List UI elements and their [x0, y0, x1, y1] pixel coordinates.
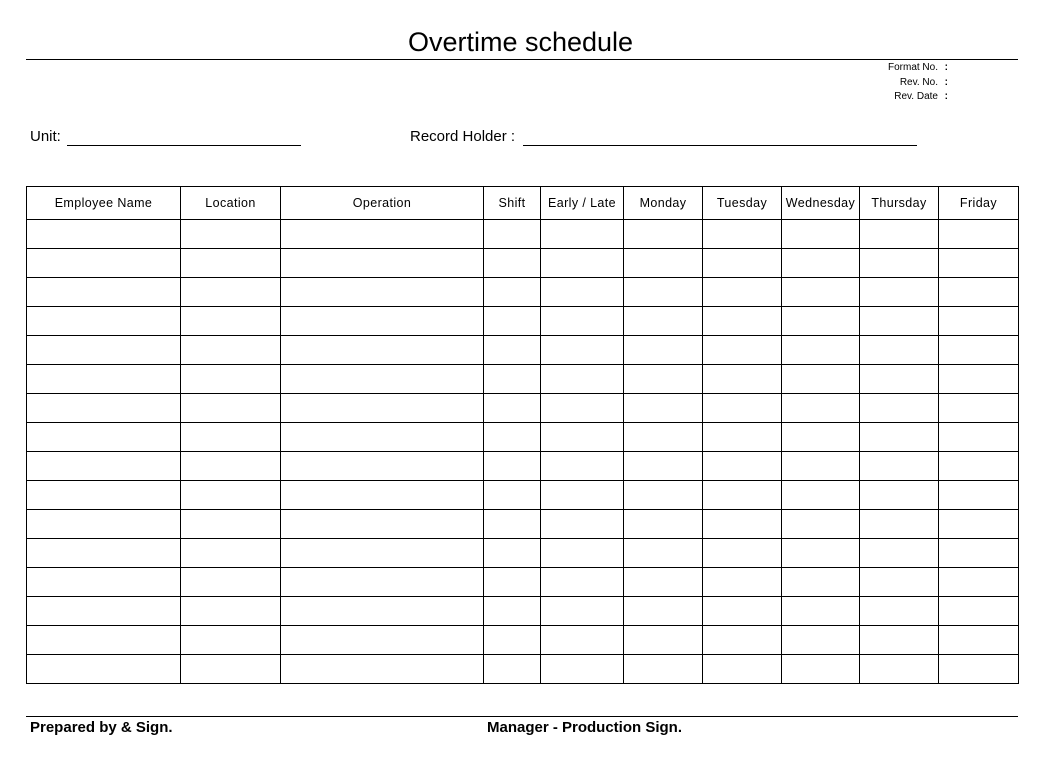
table-cell[interactable]: [281, 278, 484, 307]
table-cell[interactable]: [624, 539, 703, 568]
table-cell[interactable]: [860, 626, 939, 655]
table-cell[interactable]: [27, 278, 181, 307]
table-cell[interactable]: [181, 626, 281, 655]
rev-no-colon: :: [944, 76, 948, 88]
table-cell[interactable]: [27, 249, 181, 278]
table-cell[interactable]: [939, 655, 1019, 684]
table-row: [27, 452, 1019, 481]
table-cell[interactable]: [782, 655, 860, 684]
table-cell[interactable]: [860, 307, 939, 336]
table-cell[interactable]: [27, 597, 181, 626]
table-cell[interactable]: [860, 278, 939, 307]
header-shift: Shift: [484, 187, 541, 220]
table-cell[interactable]: [541, 626, 624, 655]
table-cell[interactable]: [181, 452, 281, 481]
table-cell[interactable]: [860, 249, 939, 278]
table-cell[interactable]: [782, 220, 860, 249]
table-cell[interactable]: [281, 510, 484, 539]
header-location: Location: [181, 187, 281, 220]
table-cell[interactable]: [703, 307, 782, 336]
table-cell[interactable]: [860, 336, 939, 365]
table-cell[interactable]: [281, 568, 484, 597]
table-body: [27, 220, 1019, 684]
rev-date-label: Rev. Date: [894, 91, 938, 102]
table-row: [27, 307, 1019, 336]
header-employee-name: Employee Name: [27, 187, 181, 220]
overtime-table: [26, 186, 1019, 684]
table-cell[interactable]: [782, 626, 860, 655]
table-cell[interactable]: [703, 568, 782, 597]
table-cell[interactable]: [541, 249, 624, 278]
table-cell[interactable]: [484, 539, 541, 568]
table-cell[interactable]: [703, 394, 782, 423]
unit-label: Unit:: [30, 128, 61, 145]
manager-sign-label: Manager - Production Sign.: [487, 719, 683, 736]
table-cell[interactable]: [624, 365, 703, 394]
table-cell[interactable]: [181, 365, 281, 394]
header-early-late: Early / Late: [541, 187, 624, 220]
table-cell[interactable]: [624, 655, 703, 684]
table-cell[interactable]: [703, 655, 782, 684]
table-cell[interactable]: [624, 568, 703, 597]
table-cell[interactable]: [541, 655, 624, 684]
table-cell[interactable]: [703, 539, 782, 568]
table-cell[interactable]: [181, 539, 281, 568]
table-row: [27, 568, 1019, 597]
table-row: [27, 510, 1019, 539]
table-cell[interactable]: [281, 539, 484, 568]
table-cell[interactable]: [860, 220, 939, 249]
table-cell[interactable]: [624, 394, 703, 423]
table-cell[interactable]: [181, 278, 281, 307]
table-cell[interactable]: [624, 307, 703, 336]
table-row: [27, 365, 1019, 394]
table-cell[interactable]: [703, 626, 782, 655]
format-info-block: [800, 61, 948, 105]
table-cell[interactable]: [703, 278, 782, 307]
table-cell[interactable]: [281, 655, 484, 684]
unit-input-line[interactable]: [67, 145, 301, 146]
table-cell[interactable]: [181, 423, 281, 452]
table-cell[interactable]: [782, 278, 860, 307]
table-cell[interactable]: [939, 365, 1019, 394]
table-row: [27, 423, 1019, 452]
table-cell[interactable]: [541, 597, 624, 626]
title-divider: [26, 59, 1018, 60]
table-cell[interactable]: [181, 655, 281, 684]
table-cell[interactable]: [860, 597, 939, 626]
table-cell[interactable]: [27, 394, 181, 423]
table-cell[interactable]: [782, 510, 860, 539]
table-cell[interactable]: [782, 423, 860, 452]
table-cell[interactable]: [27, 220, 181, 249]
table-cell[interactable]: [281, 220, 484, 249]
record-holder-label: Record Holder :: [410, 128, 516, 145]
table-cell[interactable]: [624, 220, 703, 249]
table-cell[interactable]: [703, 220, 782, 249]
table-cell[interactable]: [939, 278, 1019, 307]
table-cell[interactable]: [860, 481, 939, 510]
table-row: [27, 394, 1019, 423]
table-cell[interactable]: [782, 597, 860, 626]
table-cell[interactable]: [484, 365, 541, 394]
table-cell[interactable]: [181, 597, 281, 626]
table-cell[interactable]: [782, 249, 860, 278]
table-cell[interactable]: [281, 626, 484, 655]
table-cell[interactable]: [281, 394, 484, 423]
table-cell[interactable]: [703, 249, 782, 278]
table-cell[interactable]: [939, 423, 1019, 452]
table-cell[interactable]: [939, 626, 1019, 655]
table-cell[interactable]: [782, 336, 860, 365]
table-cell[interactable]: [181, 220, 281, 249]
table-cell[interactable]: [181, 481, 281, 510]
table-cell[interactable]: [860, 365, 939, 394]
table-cell[interactable]: [624, 249, 703, 278]
table-cell[interactable]: [624, 597, 703, 626]
table-cell[interactable]: [27, 452, 181, 481]
rev-date-colon: :: [944, 91, 948, 102]
table-row: [27, 336, 1019, 365]
table-cell[interactable]: [541, 394, 624, 423]
table-cell[interactable]: [484, 307, 541, 336]
table-cell[interactable]: [27, 655, 181, 684]
rev-no-row: [800, 76, 948, 91]
header-tuesday: Tuesday: [703, 187, 782, 220]
table-cell[interactable]: [541, 481, 624, 510]
header-wednesday: Wednesday: [782, 187, 860, 220]
table-cell[interactable]: [541, 365, 624, 394]
rev-no-label: Rev. No.: [899, 76, 938, 88]
table-cell[interactable]: [484, 220, 541, 249]
table-cell[interactable]: [541, 568, 624, 597]
table-row: [27, 249, 1019, 278]
table-cell[interactable]: [541, 278, 624, 307]
table-cell[interactable]: [703, 336, 782, 365]
record-holder-input-line[interactable]: [523, 145, 917, 146]
table-cell[interactable]: [541, 423, 624, 452]
table-cell[interactable]: [624, 423, 703, 452]
table-cell[interactable]: [484, 278, 541, 307]
table-cell[interactable]: [703, 597, 782, 626]
table-cell[interactable]: [939, 597, 1019, 626]
table-cell[interactable]: [27, 365, 181, 394]
table-cell[interactable]: [782, 307, 860, 336]
table-cell[interactable]: [782, 394, 860, 423]
table-cell[interactable]: [860, 452, 939, 481]
table-cell[interactable]: [181, 307, 281, 336]
table-row: [27, 655, 1019, 684]
document-title: Overtime schedule: [407, 27, 634, 57]
table-cell[interactable]: [624, 278, 703, 307]
table-cell[interactable]: [484, 568, 541, 597]
table-cell[interactable]: [181, 510, 281, 539]
table-cell[interactable]: [484, 394, 541, 423]
header-thursday: Thursday: [860, 187, 939, 220]
table-cell[interactable]: [27, 336, 181, 365]
table-cell[interactable]: [860, 423, 939, 452]
table-cell[interactable]: [703, 423, 782, 452]
format-no-colon: :: [944, 62, 948, 73]
table-cell[interactable]: [484, 336, 541, 365]
table-cell[interactable]: [860, 510, 939, 539]
table-cell[interactable]: [939, 249, 1019, 278]
prepared-by-label: Prepared by & Sign.: [30, 719, 173, 736]
table-cell[interactable]: [541, 336, 624, 365]
rev-date-row: [800, 90, 948, 105]
table-cell[interactable]: [782, 539, 860, 568]
table-cell[interactable]: [541, 220, 624, 249]
table-cell[interactable]: [27, 510, 181, 539]
table-cell[interactable]: [181, 249, 281, 278]
header-monday: Monday: [624, 187, 703, 220]
table-cell[interactable]: [541, 510, 624, 539]
table-cell[interactable]: [281, 452, 484, 481]
table-cell[interactable]: [27, 423, 181, 452]
table-cell[interactable]: [782, 568, 860, 597]
table-cell[interactable]: [939, 220, 1019, 249]
table-row: [27, 626, 1019, 655]
table-cell[interactable]: [624, 452, 703, 481]
table-cell[interactable]: [624, 336, 703, 365]
table-cell[interactable]: [181, 336, 281, 365]
table-cell[interactable]: [281, 307, 484, 336]
table-cell[interactable]: [281, 249, 484, 278]
header-operation: Operation: [281, 187, 484, 220]
table-cell[interactable]: [624, 626, 703, 655]
table-cell[interactable]: [541, 452, 624, 481]
table-cell[interactable]: [281, 597, 484, 626]
table-cell[interactable]: [281, 365, 484, 394]
table-cell[interactable]: [782, 365, 860, 394]
footer-divider: [26, 716, 1018, 717]
table-cell[interactable]: [181, 568, 281, 597]
table-cell[interactable]: [624, 510, 703, 539]
table-row: [27, 597, 1019, 626]
table-cell[interactable]: [281, 481, 484, 510]
table-cell[interactable]: [939, 394, 1019, 423]
table-cell[interactable]: [484, 655, 541, 684]
table-cell[interactable]: [484, 481, 541, 510]
table-cell[interactable]: [860, 539, 939, 568]
table-cell[interactable]: [703, 510, 782, 539]
table-cell[interactable]: [939, 510, 1019, 539]
table-cell[interactable]: [939, 336, 1019, 365]
table-header-row: [27, 187, 1019, 220]
table-cell[interactable]: [939, 568, 1019, 597]
table-row: [27, 539, 1019, 568]
table-cell[interactable]: [281, 423, 484, 452]
table-cell[interactable]: [484, 510, 541, 539]
table-cell[interactable]: [27, 481, 181, 510]
table-cell[interactable]: [484, 423, 541, 452]
table-row: [27, 220, 1019, 249]
table-cell[interactable]: [484, 597, 541, 626]
table-cell[interactable]: [782, 452, 860, 481]
table-cell[interactable]: [782, 481, 860, 510]
table-cell[interactable]: [27, 568, 181, 597]
table-cell[interactable]: [860, 655, 939, 684]
table-cell[interactable]: [703, 481, 782, 510]
format-no-label: Format No.: [887, 62, 938, 73]
table-cell[interactable]: [281, 336, 484, 365]
table-cell[interactable]: [27, 307, 181, 336]
table-cell[interactable]: [27, 539, 181, 568]
table-cell[interactable]: [860, 568, 939, 597]
table-row: [27, 481, 1019, 510]
table-cell[interactable]: [703, 365, 782, 394]
table-cell[interactable]: [939, 452, 1019, 481]
table-cell[interactable]: [181, 394, 281, 423]
table-cell[interactable]: [484, 626, 541, 655]
table-cell[interactable]: [939, 539, 1019, 568]
table-cell[interactable]: [939, 481, 1019, 510]
table-cell[interactable]: [860, 394, 939, 423]
table-cell[interactable]: [624, 481, 703, 510]
table-cell[interactable]: [541, 539, 624, 568]
table-cell[interactable]: [703, 452, 782, 481]
table-row: [27, 278, 1019, 307]
format-no-row: [800, 61, 948, 76]
table-cell[interactable]: [484, 452, 541, 481]
table-cell[interactable]: [939, 307, 1019, 336]
table-cell[interactable]: [484, 249, 541, 278]
header-friday: Friday: [939, 187, 1019, 220]
table-cell[interactable]: [541, 307, 624, 336]
table-cell[interactable]: [27, 626, 181, 655]
